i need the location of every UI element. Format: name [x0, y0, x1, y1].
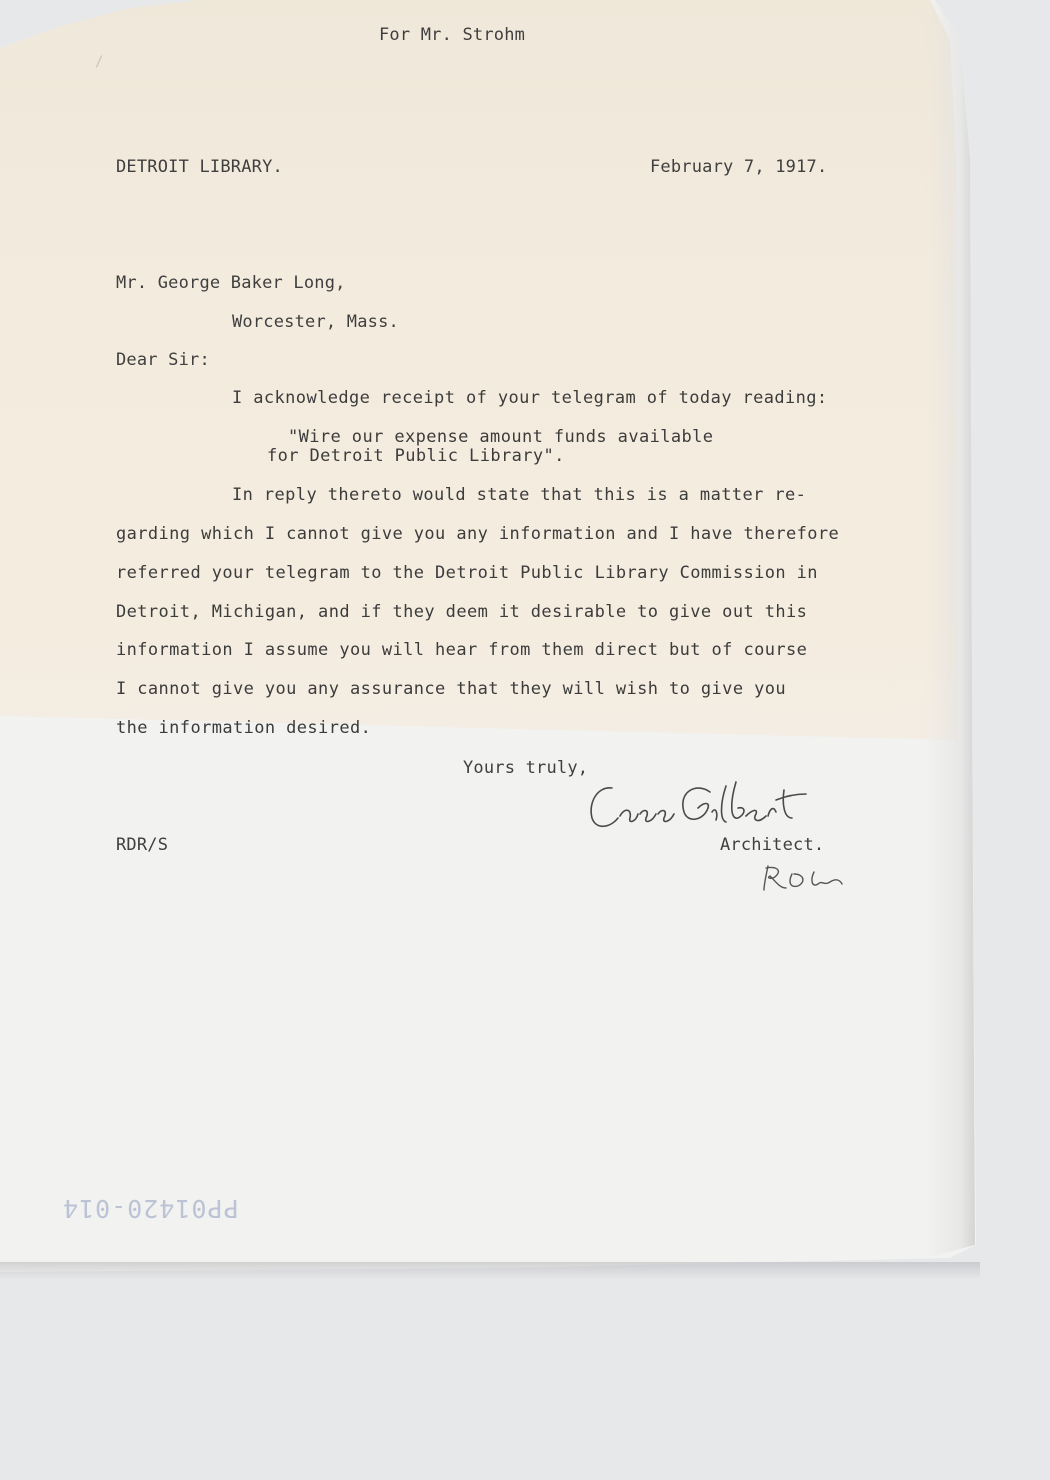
- paragraph-2-line: Detroit, Michigan, and if they deem it desirable to give out this: [116, 602, 808, 622]
- quoted-telegram-line-1: "Wire our expense amount funds available: [288, 427, 714, 447]
- salutation: Dear Sir:: [116, 350, 210, 370]
- paragraph-2-line: garding which I cannot give you any information and I have therefore: [116, 524, 840, 544]
- paragraph-2-line: In reply thereto would state that this is a matter re-: [232, 485, 807, 505]
- signer-title: Architect.: [720, 835, 825, 855]
- quoted-telegram-line-2: for Detroit Public Library".: [267, 446, 565, 466]
- recipient-name: Mr. George Baker Long,: [116, 273, 346, 293]
- paragraph-2-line: the information desired.: [116, 718, 372, 738]
- top-note: For Mr. Strohm: [379, 25, 526, 45]
- corner-pencil-mark: /: [95, 54, 104, 70]
- recipient-place: Worcester, Mass.: [232, 312, 399, 332]
- paper-bottom-shadow: [0, 1262, 980, 1280]
- paper-discoloration: [0, 0, 960, 748]
- letter-date: February 7, 1917.: [650, 157, 828, 177]
- subject-line: DETROIT LIBRARY.: [116, 157, 283, 177]
- paper-edge-shadow: [925, 0, 975, 1260]
- paragraph-2-line: information I assume you will hear from them direct but of course: [116, 640, 808, 660]
- catalog-number-stamp: PP01420-014: [62, 1194, 239, 1223]
- reference-initials: RDR/S: [116, 835, 169, 855]
- paragraph-1: I acknowledge receipt of your telegram of today reading:: [232, 388, 828, 408]
- paragraph-2-line: referred your telegram to the Detroit Public Library Commission in: [116, 563, 818, 583]
- paragraph-2-line: I cannot give you any assurance that they will wish to give you: [116, 679, 786, 699]
- closing: Yours truly,: [463, 758, 589, 778]
- handwritten-initials: [760, 860, 850, 894]
